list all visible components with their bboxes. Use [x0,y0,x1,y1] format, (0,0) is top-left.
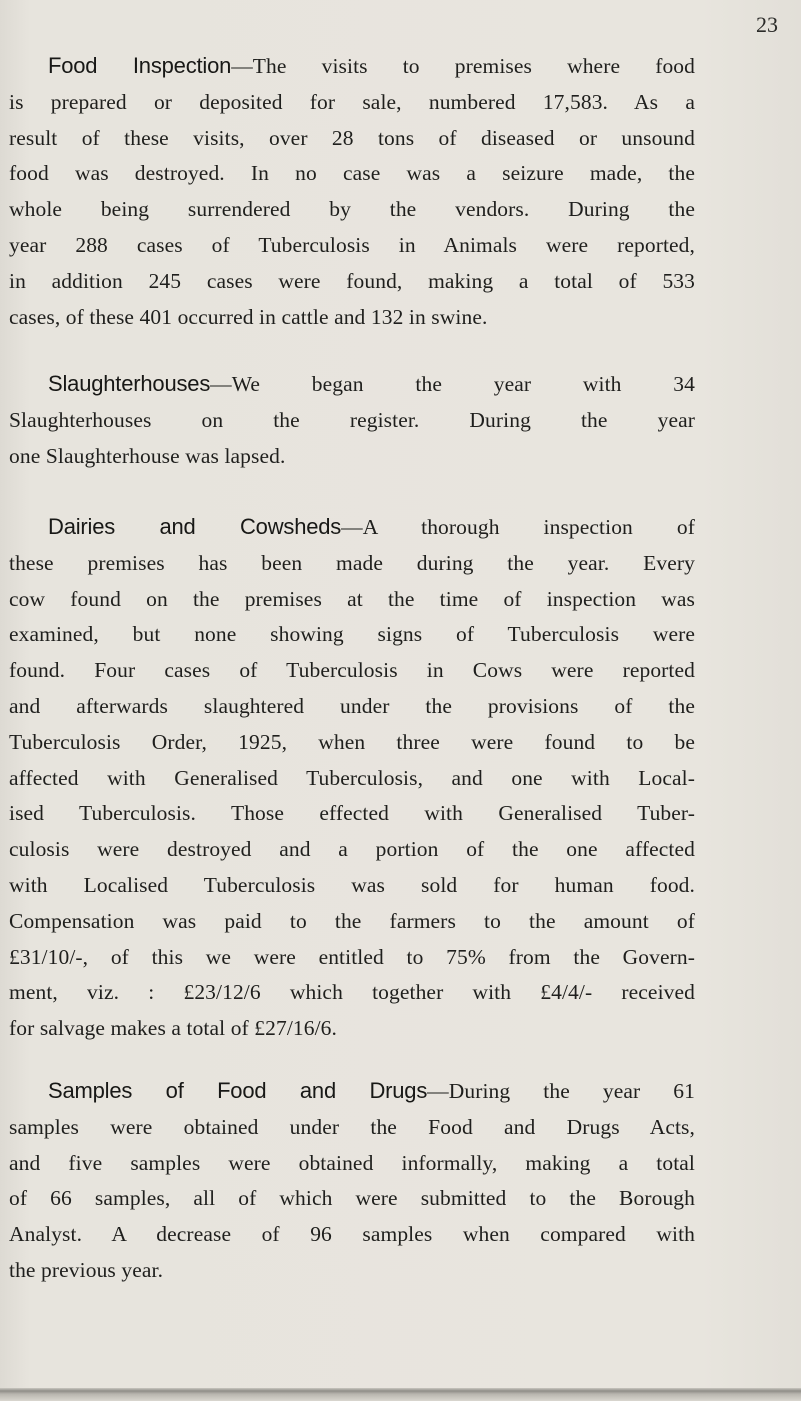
paragraph-line: and five samples were obtained informally, making a total [9,1150,695,1175]
paragraph-line: is prepared or deposited for sale, numbered 17,583. As a [9,89,695,114]
paragraph-line: for salvage makes a total of £27/16/6. [9,1016,338,1041]
page-number: 23 [756,12,778,37]
paragraph-line: cases, of these 401 occurred in cattle and 132 in swine. [9,304,488,329]
paragraph-line: Dairies and Cowsheds—A thorough inspection of [48,514,695,539]
section-slaughterhouses [9,366,695,474]
paragraph-line: year 288 cases of Tuberculosis in Animals were reported, [9,232,695,257]
paragraph-line: Samples of Food and Drugs—During the year 61 [48,1078,695,1103]
paragraph-line: and afterwards slaughtered under the provisions of the [9,693,695,718]
section-food-inspection [9,48,695,335]
section-heading: Dairies and Cowsheds [48,514,342,539]
paragraph-line: Slaughterhouses on the register. During the year [9,407,695,432]
paragraph-line: £31/10/-, of this we were entitled to 75% from the Govern- [9,944,695,969]
paragraph-line: ment, viz. : £23/12/6 which together with £4/4/- received [9,980,695,1005]
paragraph-line: Compensation was paid to the farmers to the amount of [9,908,695,933]
paragraph-line: cow found on the premises at the time of inspection was [9,586,695,611]
paragraph-line: food was destroyed. In no case was a seizure made, the [9,161,695,186]
section-samples-of-food-and-drugs [9,1073,695,1289]
paragraph-line: of 66 samples, all of which were submitted to the Borough [9,1186,695,1211]
page-bottom-edge [0,1388,801,1401]
paragraph-line: Analyst. A decrease of 96 samples when compared with [9,1222,695,1247]
paragraph-line: Food Inspection—The visits to premises where food [48,53,696,78]
paragraph-line: found. Four cases of Tuberculosis in Cows were reported [9,658,695,683]
paragraph-line: Tuberculosis Order, 1925, when three were found to be [9,729,695,754]
paragraph-line: the previous year. [9,1257,164,1282]
paragraph-line: with Localised Tuberculosis was sold for human food. [9,872,695,897]
paragraph-line: samples were obtained under the Food and Drugs Acts, [9,1114,695,1139]
paragraph-line: these premises has been made during the year. Every [9,550,695,575]
paragraph-line: one Slaughterhouse was lapsed. [9,443,286,468]
paragraph-line: result of these visits, over 28 tons of diseased or unsound [9,125,695,150]
section-heading: Slaughterhouses [48,371,211,396]
paragraph-line: affected with Generalised Tuberculosis, and one with Local- [9,765,695,790]
paragraph-line: culosis were destroyed and a portion of the one affected [9,837,695,862]
paragraph-line: in addition 245 cases were found, making a total of 533 [9,268,695,293]
paragraph-line: ised Tuberculosis. Those effected with Generalised Tuber- [9,801,695,826]
paragraph-line: Slaughterhouses—We began the year with 34 [48,371,695,396]
section-dairies-and-cowsheds [9,509,695,1047]
paragraph-line: whole being surrendered by the vendors. During the [9,197,695,222]
section-heading: Food Inspection [48,53,232,78]
paragraph-line: examined, but none showing signs of Tuberculosis were [9,622,695,647]
section-heading: Samples of Food and Drugs [48,1078,428,1103]
